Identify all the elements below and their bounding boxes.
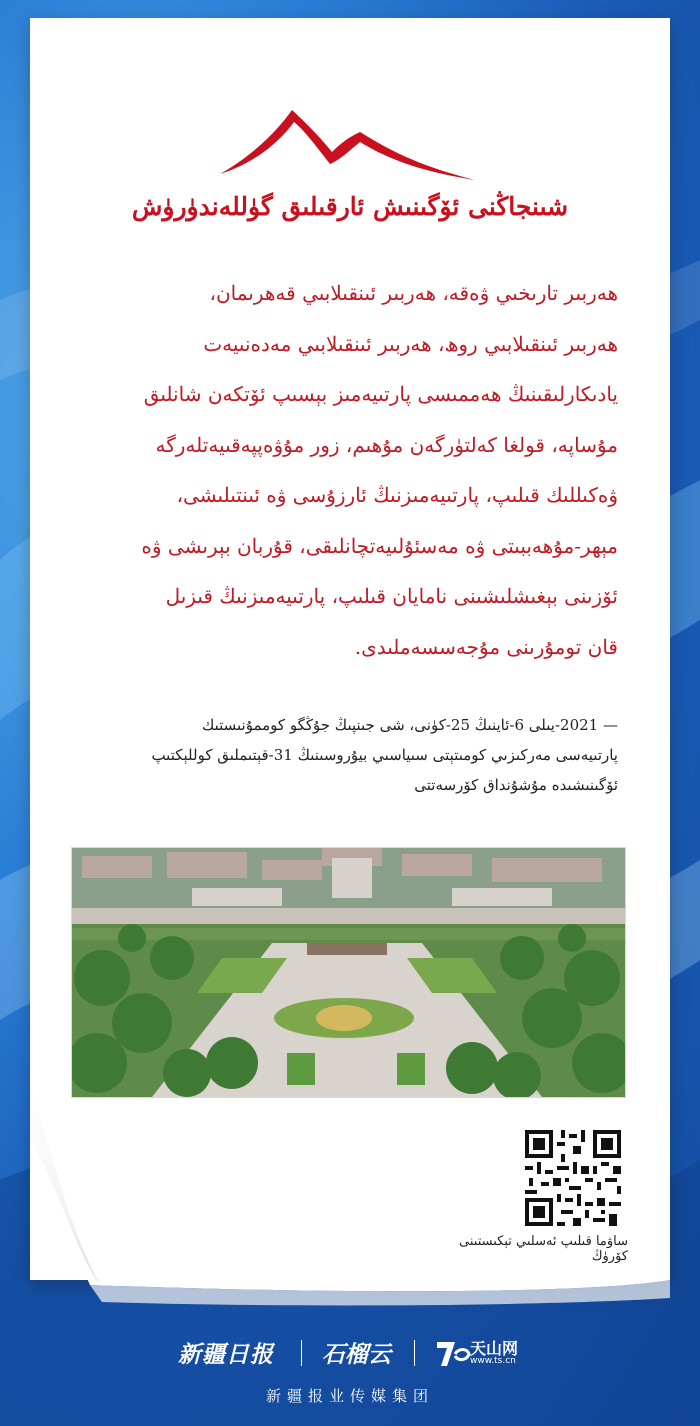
citation-line: ئۆگىنىشىدە مۇشۇنداق كۆرسەتتى <box>414 776 618 794</box>
campus-aerial-photo <box>71 847 626 1098</box>
divider <box>414 1340 415 1366</box>
quote-body <box>92 268 618 672</box>
qr-caption: ساۋما قىلىپ ئەسلىي تېكىستىنى كۆرۈڭ <box>459 1234 628 1264</box>
quote-line: ھەربىر تارىخىي ۋەقە، ھەربىر ئىنقىلابىي قەھرىمان، <box>209 281 618 305</box>
quote-line: يادىكارلىقىنىڭ ھەممىسى پارتىيەمىز بېسىپ ئۆتكەن شانلىق <box>143 382 618 406</box>
quote-line: ھەربىر ئىنقىلابىي روھ، ھەربىر ئىنقىلابىي مەدەنىيەت <box>203 331 618 356</box>
tianshan-net-logo-icon <box>433 1336 473 1370</box>
quote-line: ۋەكىللىك قىلىپ، پارتىيەمىزنىڭ ئارزۇسى ۋە ئىنتىلىشى، <box>176 483 618 507</box>
quote-line: مۇساپە، قولغا كەلتۈرگەن مۇھىم، زور مۇۋەپپەقىيەتلەرگە <box>155 432 618 457</box>
citation-line: پارتىيەسى مەركىزىي كومىتېتى سىياسىي بيۇروسىنىڭ 31-قېتىملىق كوللېكتىپ <box>151 746 618 764</box>
mountain-logo-icon <box>220 102 475 182</box>
publisher-group-name: 新疆报业传媒集团 <box>265 1387 434 1405</box>
footer-logos <box>0 1336 700 1376</box>
xinjiang-daily-logo: 新疆日报 <box>178 1341 274 1368</box>
page-title: شىنجاڭنى ئۆگىنىش ئارقىلىق گۈللەندۈرۈش <box>131 192 569 221</box>
quote-citation <box>92 710 618 800</box>
tianshan-net-url: www.ts.cn <box>470 1356 516 1366</box>
quote-line: قان تومۇرىنى مۇجەسسەملىدى. <box>354 634 618 659</box>
quote-line: مېھر-مۇھەببىتى ۋە مەسئۇلىيەتچانلىقى، قۇربان بېرىشى ۋە <box>141 533 618 558</box>
citation-line: — 2021-يىلى 6-ئاينىڭ 25-كۈنى، شى جىنپىڭ جۇڭگو كوممۇنىستىك <box>201 716 618 734</box>
divider <box>301 1340 302 1366</box>
shiliuyun-logo: 石榴云 <box>322 1341 391 1368</box>
tianshan-net-logo: 天山网 <box>470 1339 519 1358</box>
qr-code-icon[interactable] <box>521 1126 625 1230</box>
quote-line: ئۆزىنى بېغىشلىشىنى نامايان قىلىپ، پارتىيەمىزنىڭ قىزىل <box>165 584 618 608</box>
